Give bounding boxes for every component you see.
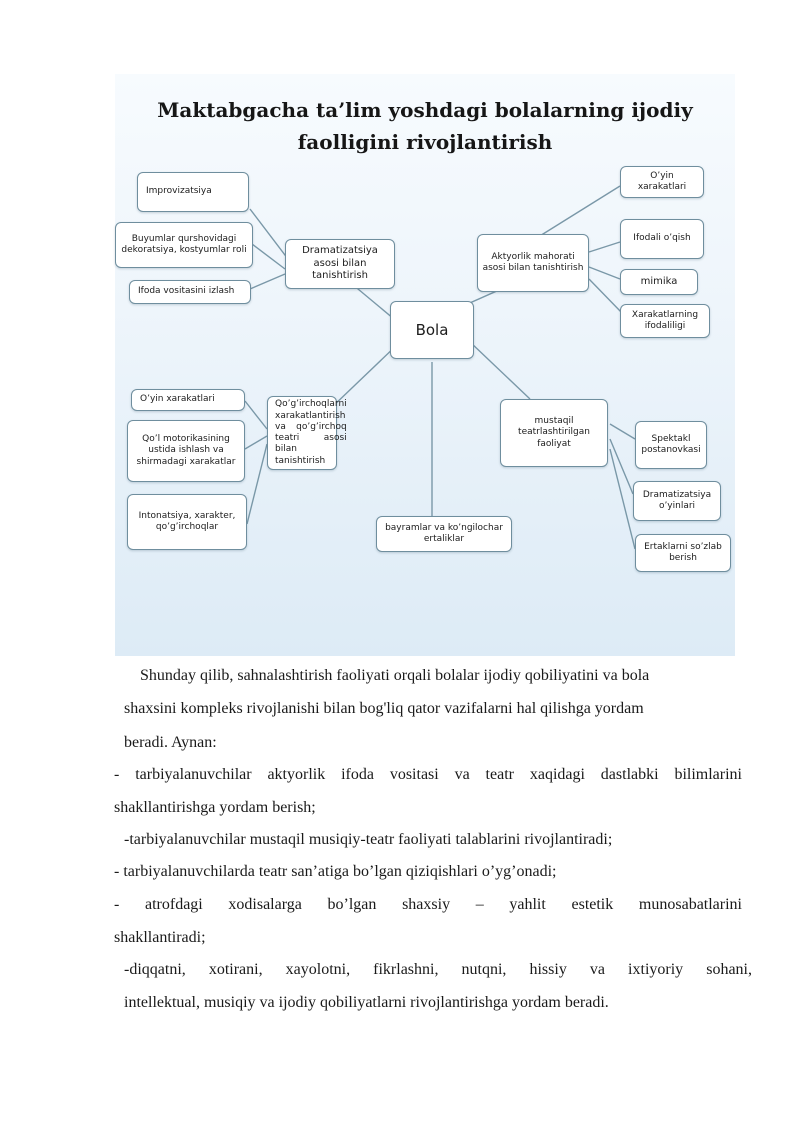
node-spektakl: Spektakl postanovkasi xyxy=(635,421,707,469)
connector-line xyxy=(589,279,623,314)
bullet-line: -tarbiyalanuvchilar mustaqil musiqiy-teatr faoliyati talablarini rivojlantiradi; xyxy=(124,831,613,848)
node-improvizatsiya: Improvizatsiya xyxy=(137,172,249,212)
connector-line xyxy=(247,444,267,524)
bullet-line: shakllantirishga yordam berish; xyxy=(114,799,316,816)
diagram-title-line2: faolligini rivojlantirish xyxy=(297,130,553,154)
node-qol-motorikasi: Qo’l motorikasining ustida ishlash va shirmadagi xarakatlar xyxy=(127,420,245,482)
diagram-title-line1: Maktabgacha ta’lim yoshdagi bolalarning ijodiy xyxy=(157,98,693,122)
connector-line xyxy=(250,209,288,259)
bullet-line: intellektual, musiqiy va ijodiy qobiliyatlarni rivojlantirishga yordam beradi. xyxy=(124,994,609,1011)
center-node-bola: Bola xyxy=(390,301,474,359)
connector-line xyxy=(470,342,530,399)
node-bayramlar: bayramlar va ko’ngilochar ertaliklar xyxy=(376,516,512,552)
paragraph-line: Shunday qilib, sahnalashtirish faoliyati orqali bolalar ijodiy qobiliyatini va bola xyxy=(140,667,650,684)
connector-line xyxy=(610,449,635,549)
connector-line xyxy=(245,436,267,449)
connector-line xyxy=(589,267,620,279)
connector-line xyxy=(245,401,267,429)
node-qogirchoqlarni: Qo’g’irchoqlarni xarakatlantirish va qo’g’irchoq teatri asosi bilan tanishtirish xyxy=(267,396,337,470)
node-mustaqil: mustaqil teatrlashtirilgan faoliyat xyxy=(500,399,608,467)
connector-line xyxy=(250,274,285,289)
connector-line xyxy=(535,186,620,239)
connector-line xyxy=(610,424,635,439)
bullet-line: shakllantiradi; xyxy=(114,929,206,946)
bullet-line: - tarbiyalanuvchilar aktyorlik ifoda vositasi va teatr xaqidagi dastlabki bilimlarini xyxy=(114,766,742,783)
node-oyin-xarakatlari-top: O’yin xarakatlari xyxy=(620,166,704,198)
connector-line xyxy=(610,439,633,494)
node-oyin-xarakatlari-left: O’yin xarakatlari xyxy=(131,389,245,411)
paragraph-line: beradi. Aynan: xyxy=(124,734,217,751)
bullet-line: - tarbiyalanuvchilarda teatr san’atiga bo’lgan qiziqishlari o’yg’onadi; xyxy=(114,863,557,880)
node-ifoda-vositasi: Ifoda vositasini izlash xyxy=(129,280,251,304)
node-intonatsiya: Intonatsiya, xarakter, qo’g’irchoqlar xyxy=(127,494,247,550)
paragraph-line: shaxsini kompleks rivojlanishi bilan bog'liq qator vazifalarni hal qilishga yordam xyxy=(124,700,644,717)
connector-line xyxy=(589,242,620,252)
node-xarakatlarning: Xarakatlarning ifodaliligi xyxy=(620,304,710,338)
bullet-line: -diqqatni, xotirani, xayolotni, fikrlashni, nutqni, hissiy va ixtiyoriy sohani, xyxy=(124,961,752,978)
node-aktyorlik: Aktyorlik mahorati asosi bilan tanishtirish xyxy=(477,234,589,292)
bullet-line: - atrofdagi xodisalarga bo’lgan shaxsiy – yahlit estetik munosabatlarini xyxy=(114,896,742,913)
mind-map-diagram xyxy=(115,74,735,656)
node-buyumlar: Buyumlar qurshovidagi dekoratsiya, kostyumlar roli xyxy=(115,222,253,268)
node-ertaklarni: Ertaklarni so’zlab berish xyxy=(635,534,731,572)
node-dramatizatsiya: Dramatizatsiya asosi bilan tanishtirish xyxy=(285,239,395,289)
node-ifodali-oqish: Ifodali o’qish xyxy=(620,219,704,259)
node-mimika: mimika xyxy=(620,269,698,295)
node-dramatizatsiya-oyinlari: Dramatizatsiya o’yinlari xyxy=(633,481,721,521)
